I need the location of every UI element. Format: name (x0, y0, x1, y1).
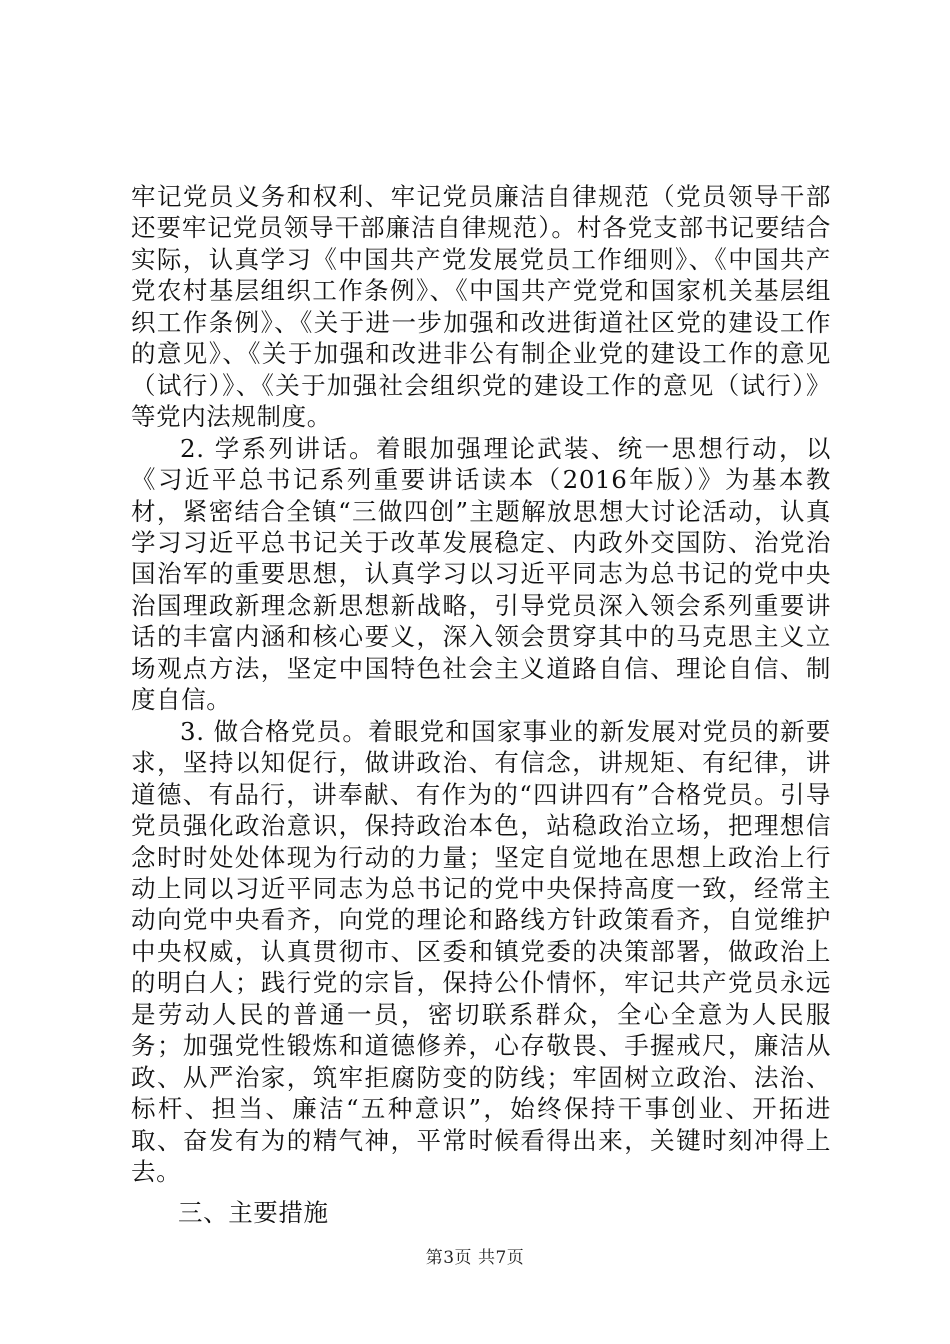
section-heading: 三、主要措施 (178, 1197, 329, 1227)
paragraph-study-speeches: 2. 学系列讲话。着眼加强理论武装、统一思想行动，以《习近平总书记系列重要讲话读本（2016年版）》为基本教材，紧密结合全镇“三做四创”主题解放思想大讨论活动，认真学习习近平总书记关于改革发展稳定、内政外交国防、治党治国治军的重要思想，认真学习以习近平同志为总书记的党中央治国理政新理念新思想新战略，引导党员深入领会系列重要讲话的丰富内涵和核心要义，深入领会贯穿其中的马克思主义立场观点方法，坚定中国特色社会主义道路自信、理论自信、制度自信。 (131, 433, 831, 715)
paragraph-qualified-members: 3. 做合格党员。着眼党和国家事业的新发展对党员的新要求，坚持以知促行，做讲政治、有信念，讲规矩、有纪律，讲道德、有品行，讲奉献、有作为的“四讲四有”合格党员。引导党员强化政治意识，保持政治本色，站稳政治立场，把理想信念时时处处体现为行动的力量；坚定自觉地在思想上政治上行动上同以习近平同志为总书记的党中央保持高度一致，经常主动向党中央看齐，向党的理论和路线方针政策看齐，自觉维护中央权威，认真贯彻市、区委和镇党委的决策部署，做政治上的明白人；践行党的宗旨，保持公仆情怀，牢记共产党员永远是劳动人民的普通一员，密切联系群众，全心全意为人民服务；加强党性锻炼和道德修养，心存敬畏、手握戒尺，廉洁从政、从严治家，筑牢拒腐防变的防线；牢固树立政治、法治、标杆、担当、廉洁“五种意识”，始终保持干事创业、开拓进取、奋发有为的精气神，平常时候看得出来，关键时刻冲得上去。 (131, 716, 831, 1187)
page-number-footer: 第3页 共7页 (425, 1248, 525, 1268)
paragraph-continuation: 牢记党员义务和权利、牢记党员廉洁自律规范（党员领导干部还要牢记党员领导干部廉洁自律规范）。村各党支部书记要结合实际，认真学习《中国共产党发展党员工作细则》、《中国共产党农村基层组织工作条例》、《中国共产党党和国家机关基层组织工作条例》、《关于进一步加强和改进街道社区党的建设工作的意见》、《关于加强和改进非公有制企业党的建设工作的意见（试行）》、《关于加强社会组织党的建设工作的意见（试行）》等党内法规制度。 (131, 182, 831, 432)
document-body (131, 181, 831, 1228)
